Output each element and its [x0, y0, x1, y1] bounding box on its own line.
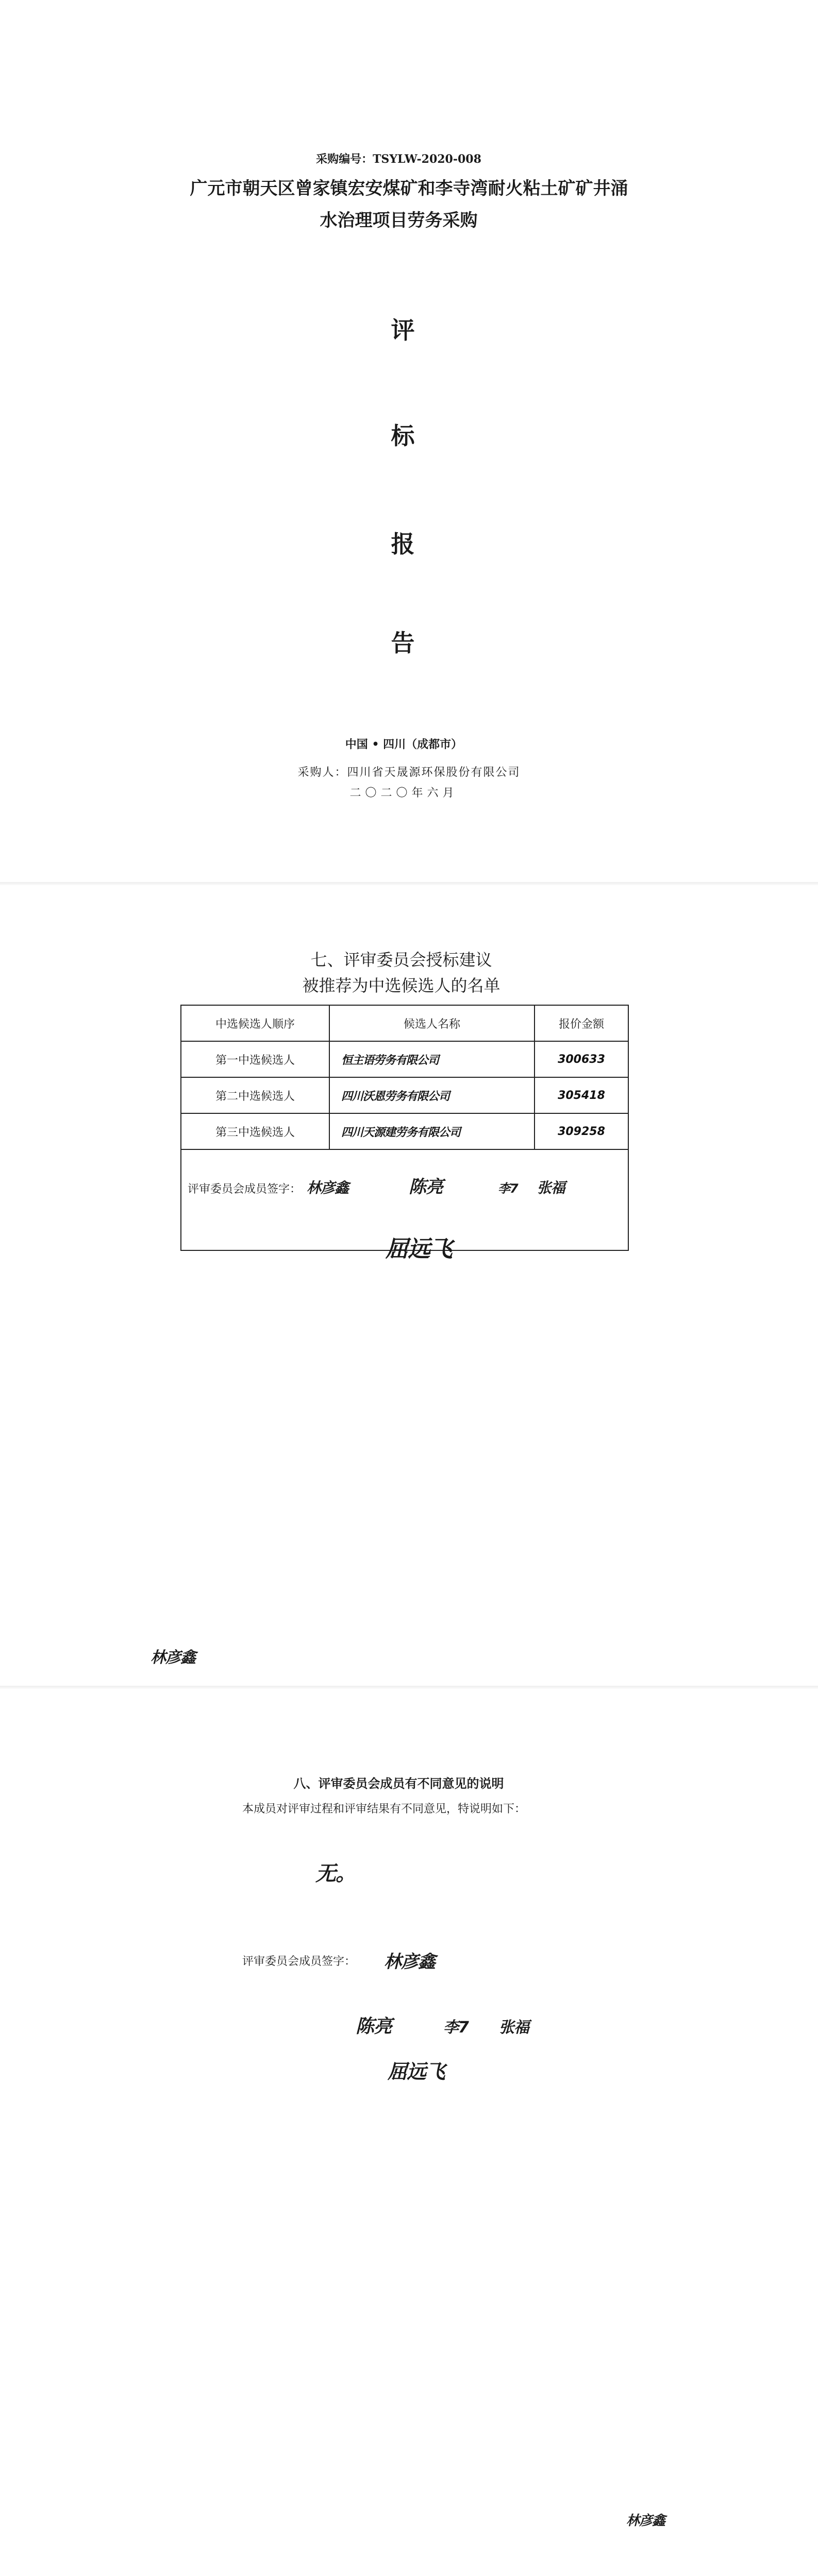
row2-amount: 305418	[535, 1077, 628, 1113]
cover-page-lower	[0, 515, 818, 577]
section7-signature-label: 评审委员会成员签字：	[188, 1183, 302, 1196]
table-row	[181, 1077, 628, 1113]
report-char-1: 评	[391, 316, 415, 344]
cover-purchaser: 采购人：四川省天晟源环保股份有限公司	[297, 766, 521, 779]
section8-heading: 八、评审委员会成员有不同意见的说明	[293, 1776, 504, 1791]
section8-signature-label: 评审委员会成员签字：	[242, 1955, 356, 1968]
row3-name: 四川天源建劳务有限公司	[329, 1113, 535, 1149]
handwritten-note: 无。	[315, 1862, 356, 1886]
cover-location: 中国 • 四川（成都市）	[345, 738, 463, 751]
row3-order: 第三中选候选人	[181, 1113, 329, 1149]
candidate-table	[180, 1005, 629, 1251]
cover-page	[0, 0, 818, 562]
page3-initials: 林彦鑫	[626, 2513, 665, 2529]
page2-initials: 林彦鑫	[151, 1649, 195, 1667]
signature-2: 陈亮	[409, 1177, 443, 1197]
table-row	[181, 1041, 628, 1077]
section8-signature-3: 李7	[443, 2019, 469, 2037]
col-name-header: 候选人名称	[329, 1005, 535, 1041]
signature-1: 林彦鑫	[307, 1179, 349, 1196]
signature-3: 李7	[498, 1181, 518, 1196]
procurement-number: 采购编号：TSYLW-2020-008	[316, 152, 481, 166]
table-header-row	[181, 1005, 628, 1041]
section8-statement: 本成员对评审过程和评审结果有不同意见，特说明如下：	[242, 1803, 526, 1816]
report-char-2: 标	[391, 422, 415, 450]
section8-signature-4: 张福	[499, 2019, 529, 2037]
row2-name: 四川沃恩劳务有限公司	[329, 1077, 535, 1113]
signature-4: 张福	[537, 1179, 565, 1196]
project-title-line1: 广元市朝天区曾家镇宏安煤矿和李寺湾耐火粘土矿矿井涌	[190, 178, 628, 199]
cover-date: 二〇二〇年六月	[349, 787, 458, 800]
report-char-3: 报	[391, 530, 415, 558]
col-order-header: 中选候选人顺序	[181, 1005, 329, 1041]
row1-amount: 300633	[535, 1041, 628, 1077]
section8-signature-5: 屈远飞	[388, 2060, 445, 2083]
section8-signature-2: 陈亮	[356, 2016, 392, 2037]
report-char-4: 告	[391, 629, 415, 657]
section7-subheading: 被推荐为中选候选人的名单	[302, 976, 500, 995]
signature-5: 屈远飞	[386, 1236, 452, 1262]
row1-order: 第一中选候选人	[181, 1041, 329, 1077]
row1-name: 恒主语劳务有限公司	[329, 1041, 535, 1077]
page-divider-1	[0, 882, 818, 885]
section8-signature-1: 林彦鑫	[384, 1952, 435, 1972]
table-row	[181, 1113, 628, 1149]
col-amount-header: 报价金额	[535, 1005, 628, 1041]
project-title-line2: 水治理项目劳务采购	[320, 210, 478, 231]
row3-amount: 309258	[535, 1113, 628, 1149]
page-divider-2	[0, 1686, 818, 1689]
row2-order: 第二中选候选人	[181, 1077, 329, 1113]
section7-heading: 七、评审委员会授标建议	[310, 950, 492, 970]
